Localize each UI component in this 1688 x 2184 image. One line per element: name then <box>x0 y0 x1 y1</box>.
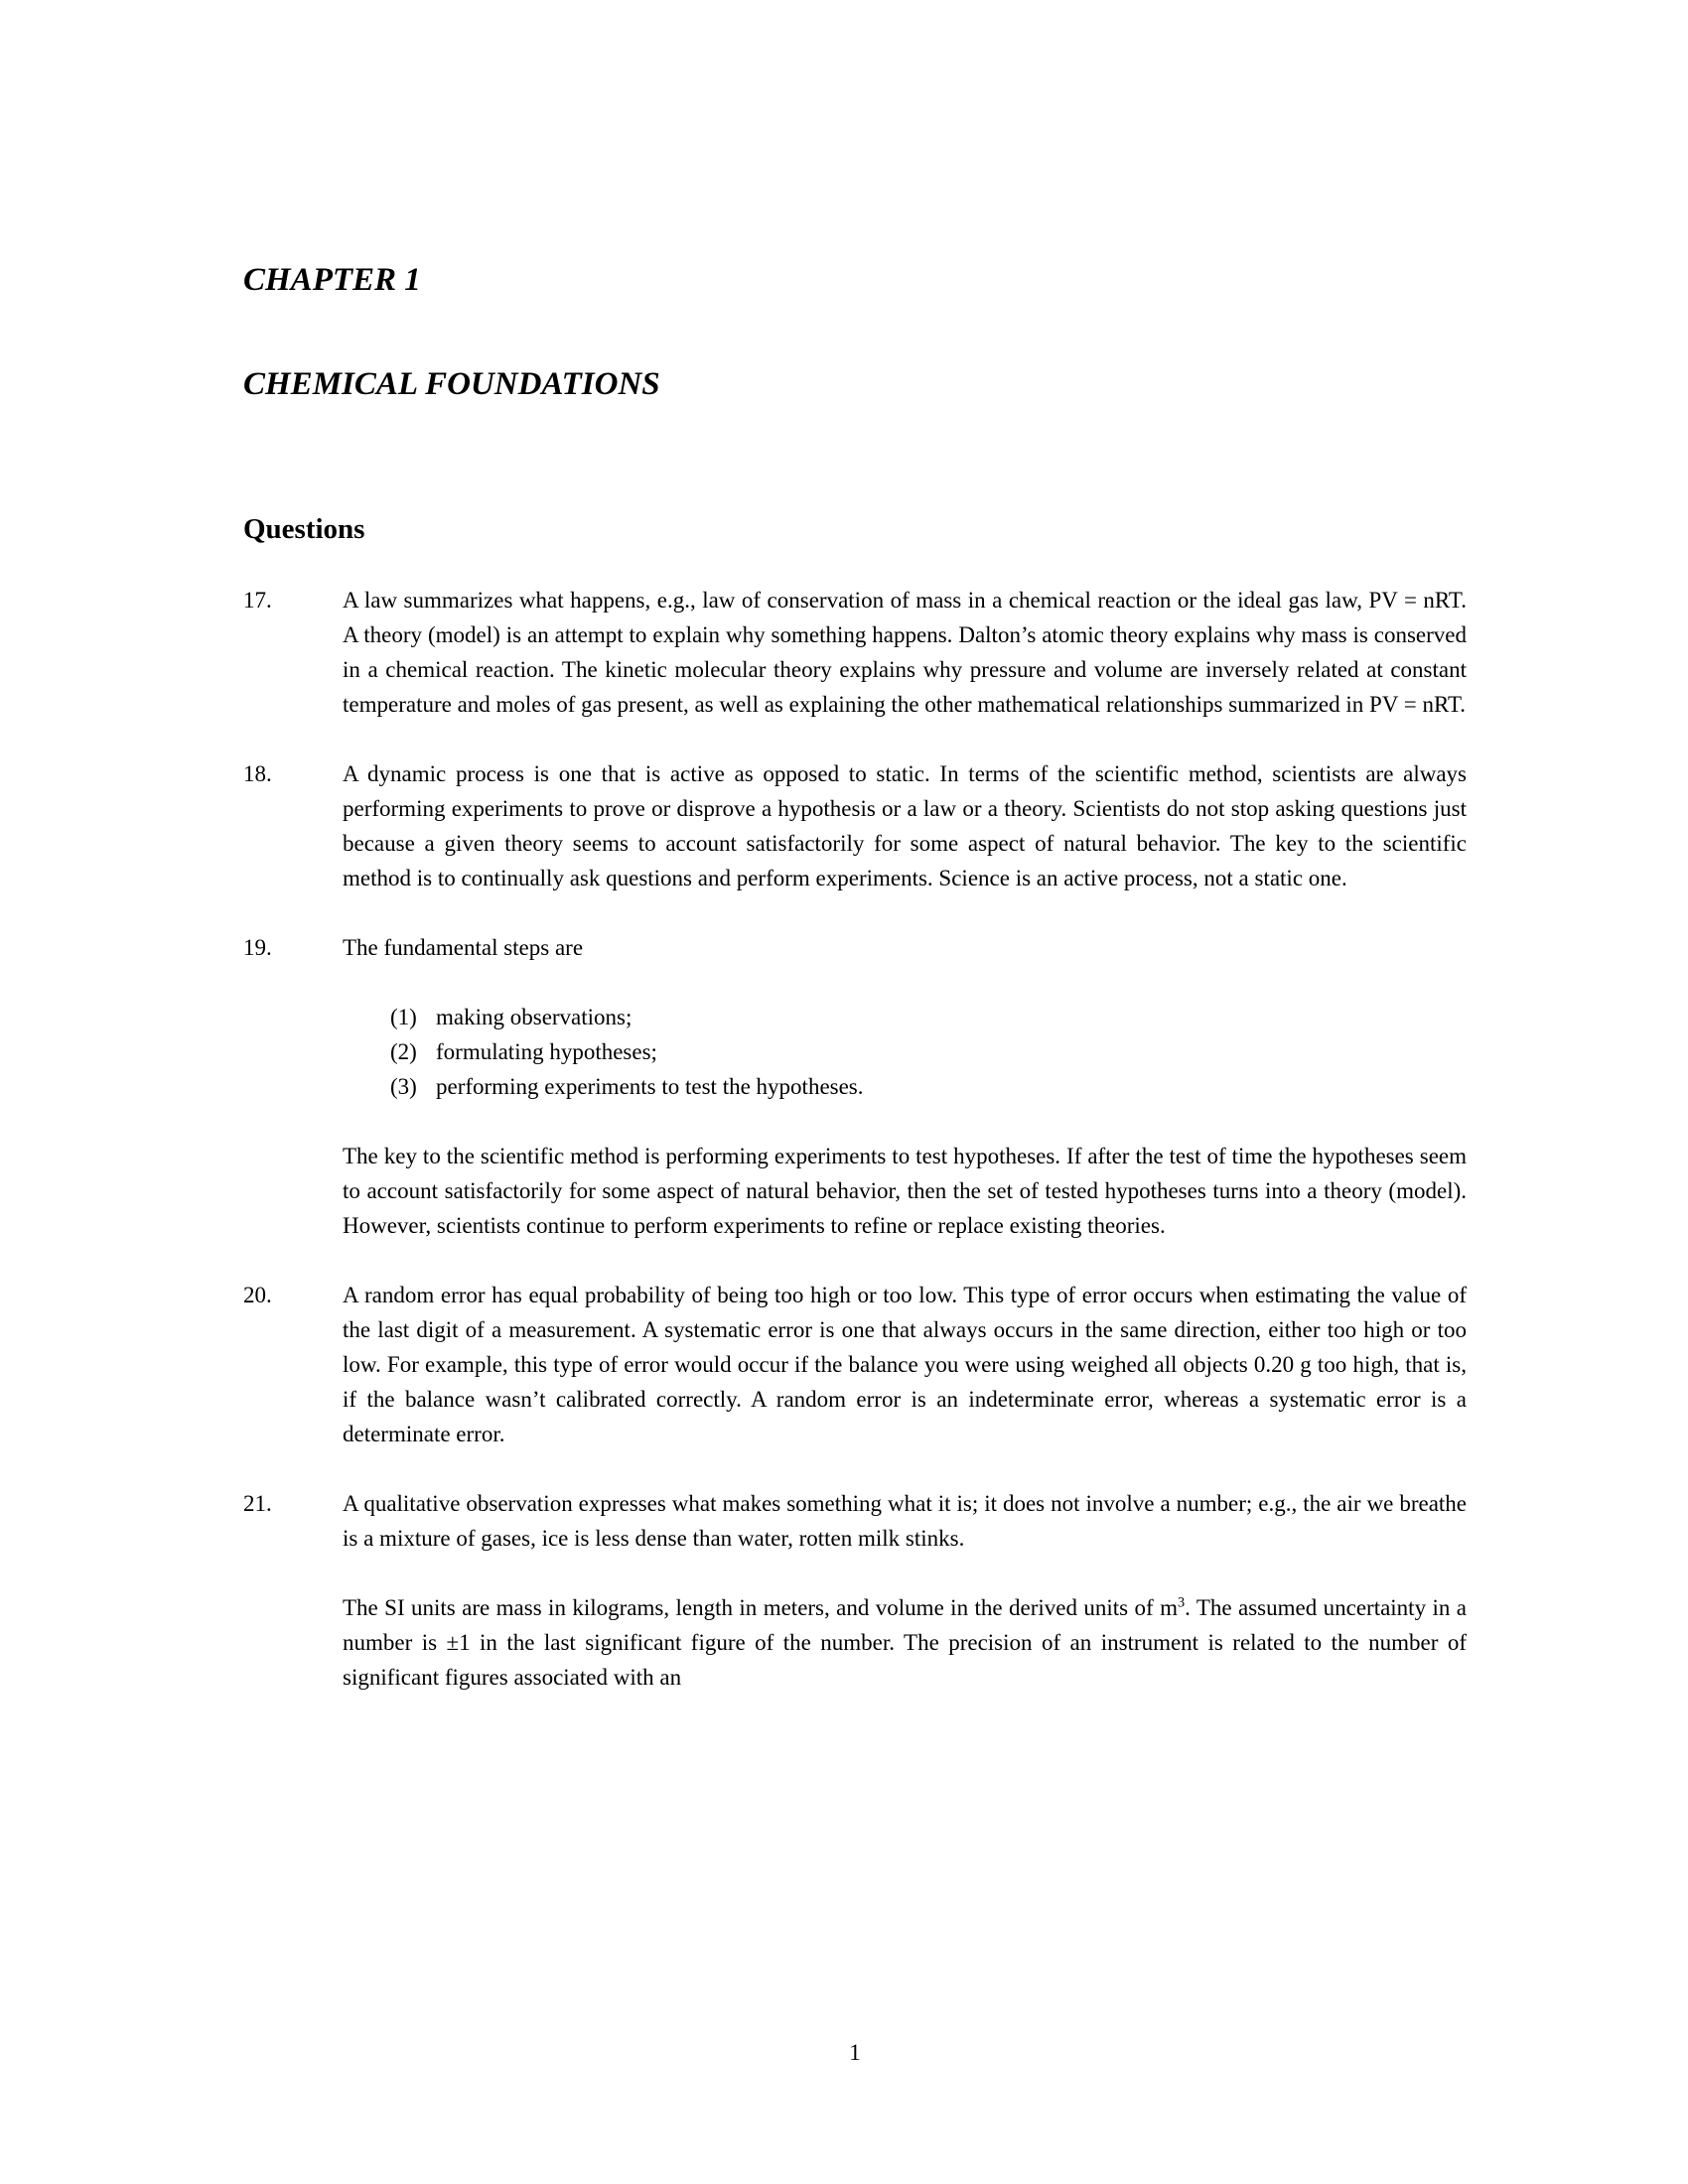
list-item <box>390 1069 1467 1104</box>
list-item <box>390 1034 1467 1069</box>
question-18 <box>243 756 1467 895</box>
list-item-marker: (2) <box>390 1039 417 1064</box>
list-item-marker: (1) <box>390 1005 417 1029</box>
question-20 <box>243 1278 1467 1451</box>
section-heading-questions: Questions <box>243 513 365 545</box>
question-body <box>343 756 1467 895</box>
page-number: 1 <box>849 2040 861 2065</box>
question-body <box>343 1278 1467 1451</box>
question-text: A random error has equal probability of being too high or too low. This type of error occurs when estimating the value of the last digit of a measurement. A systematic error is one that always occurs in the same direction, either too high or too low. For example, this type of error would occur if the balance you were using weighed all objects 0.20 g too high, that is, if the balance wasn’t calibrated correctly. A random error is an indeterminate error, whereas a systematic error is a determinate error. <box>343 1283 1467 1446</box>
question-number: 18. <box>243 761 272 786</box>
question-text: A law summarizes what happens, e.g., law of conservation of mass in a chemical reaction or the ideal gas law, PV = nRT. A theory (model) is an attempt to explain why something happens. Dalton’s atomic theory explains why mass is conserved in a chemical reaction. The kinetic molecular theory explains why pressure and volume are inversely related at constant temperature and moles of gas present, as well as explaining the other mathematical relationships summarized in PV = nRT. <box>343 588 1467 717</box>
superscript-exponent: 3 <box>1177 1594 1186 1611</box>
question-number: 17. <box>243 588 272 613</box>
question-number: 19. <box>243 935 272 960</box>
steps-list <box>390 1000 1467 1104</box>
si-paragraph-pre: The SI units are mass in kilograms, length in meters, and volume in the derived units of m <box>343 1595 1178 1620</box>
question-followup-si-units <box>343 1590 1467 1695</box>
chapter-subtitle: CHEMICAL FOUNDATIONS <box>243 366 660 402</box>
question-number: 20. <box>243 1283 272 1307</box>
question-body <box>343 1486 1467 1695</box>
question-17 <box>243 583 1467 722</box>
question-19 <box>243 930 1467 1243</box>
list-item-marker: (3) <box>390 1074 417 1099</box>
list-item-text: performing experiments to test the hypotheses. <box>436 1074 864 1099</box>
question-followup: The key to the scientific method is performing experiments to test hypotheses. If after the test of time the hypotheses seem to account satisfactorily for some aspect of natural behavior, then the set of tested hypotheses turns into a theory (model). However, scientists continue to perform experiments to refine or replace existing theories. <box>343 1144 1467 1238</box>
chapter-title: CHAPTER 1 <box>243 262 421 298</box>
question-text: A dynamic process is one that is active as opposed to static. In terms of the scientific method, scientists are always performing experiments to prove or disprove a hypothesis or a law or a theory. Scientists do not stop asking questions just because a given theory seems to account satisfactorily for some aspect of natural behavior. The key to the scientific method is to continually ask questions and perform experiments. Science is an active process, not a static one. <box>343 761 1467 890</box>
si-paragraph-post: . The assumed uncertainty in a number is ±1 in the last significant figure of the number. The precision of an instrument is related to the number of significant figures associated with an <box>343 1595 1467 1690</box>
list-item-text: making observations; <box>436 1005 633 1029</box>
question-number: 21. <box>243 1491 272 1516</box>
list-item-text: formulating hypotheses; <box>436 1039 657 1064</box>
question-text: A qualitative observation expresses what makes something what it is; it does not involve a number; e.g., the air we breathe is a mixture of gases, ice is less dense than water, rotten milk stinks. <box>343 1491 1467 1551</box>
question-intro: The fundamental steps are <box>343 935 584 960</box>
question-21 <box>243 1486 1467 1695</box>
list-item <box>390 1000 1467 1034</box>
questions-list <box>243 583 1467 1695</box>
question-body <box>343 930 1467 1243</box>
question-body <box>343 583 1467 722</box>
